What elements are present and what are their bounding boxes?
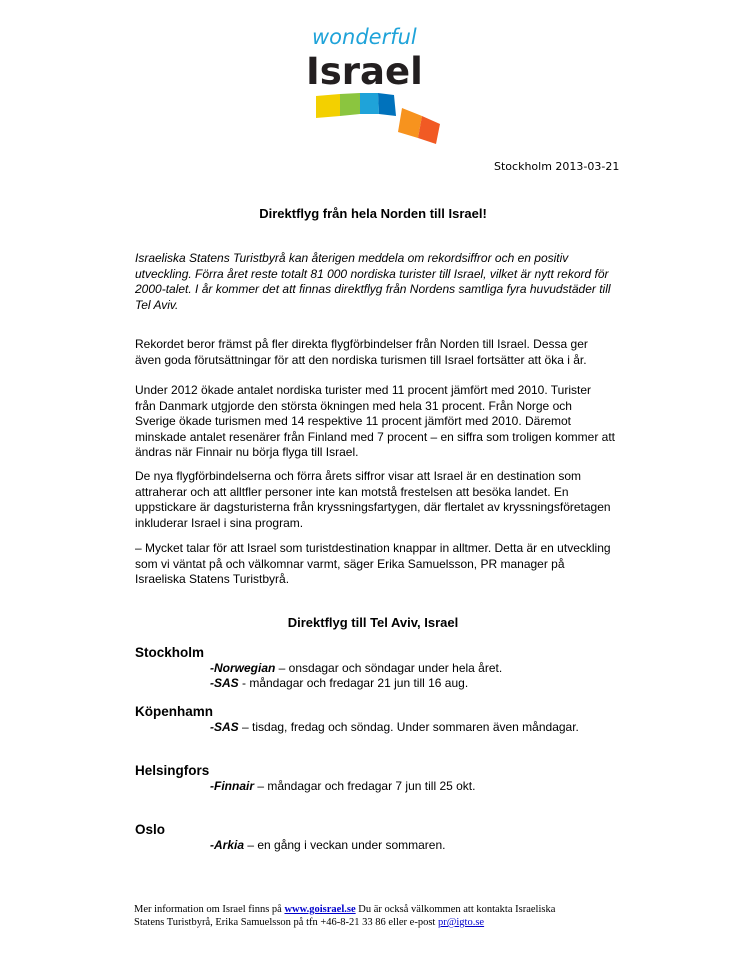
- body-paragraph-4: – Mycket talar för att Israel som turistdestination knappar in alltmer. Detta är en utveckling som vi väntat på och välkomnar varmt, säger Erika Samuelsson, PR manager på Israeliska Statens Turistbyrå.: [135, 541, 611, 586]
- logo-wonderful-text: wonderful: [312, 25, 417, 49]
- lead-paragraph: Israeliska Statens Turistbyrå kan återigen meddela om rekordsiffror och en positiv utveckling. Förra året reste totalt 81 000 nordiska turister till Israel, vilket är nytt rekord för 2000-talet. I år kommer det att finnas direktflyg från Nordens samtliga fyra huvudstäder till Tel Aviv.: [135, 251, 611, 312]
- route-stockholm-sas: [210, 676, 468, 690]
- airline-name: -Arkia: [210, 838, 245, 852]
- logo-color-blocks: [316, 93, 440, 144]
- route-schedule: - måndagar och fredagar 21 jun till 16 aug.: [238, 676, 469, 690]
- route-schedule: – tisdag, fredag och söndag. Under sommaren även måndagar.: [238, 720, 579, 734]
- footer-text: Statens Turistbyrå, Erika Samuelsson på tfn +46-8-21 33 86 eller e-post: [134, 917, 438, 928]
- logo-block-blue: [378, 93, 396, 116]
- logo-block-red: [418, 116, 440, 144]
- city-stockholm: Stockholm: [135, 645, 205, 660]
- logo-block-green: [340, 93, 360, 116]
- airline-name: -SAS: [210, 676, 239, 690]
- airline-name: -Norwegian: [210, 661, 276, 675]
- route-kopenhamn-sas: [210, 720, 579, 734]
- route-schedule: – onsdagar och söndagar under hela året.: [275, 661, 503, 675]
- website-link[interactable]: www.goisrael.se: [284, 904, 356, 915]
- body-paragraph-1: Rekordet beror främst på fler direkta flygförbindelser från Norden till Israel. Dessa ger även goda förutsättningar för att den nordiska turismen till Israel fortsätter att öka i år.: [135, 337, 588, 367]
- wonderful-israel-logo: [304, 20, 446, 148]
- email-link[interactable]: pr@igto.se: [437, 917, 485, 928]
- footer-line-2: [134, 916, 555, 929]
- city-kopenhamn: Köpenhamn: [135, 704, 214, 719]
- airline-name: -Finnair: [210, 779, 254, 793]
- footer-text: Du är också välkommen att kontakta Israeliska: [355, 904, 556, 915]
- body-paragraph-2: Under 2012 ökade antalet nordiska turister med 11 procent jämfört med 2010. Turister från Danmark utgjorde den största ökningen med hela 31 procent. Från Norge och Sverige ökade turismen med 14 respektive 11 procent jämfört med 2010. Däremot minskade antalet resenärer från Finland med 7 procent – en siffra som troligen kommer att ändras när Finnair nu börja flyga till Israel.: [135, 383, 616, 459]
- logo-israel-text: Israel: [306, 50, 423, 93]
- date-line: Stockholm 2013-03-21: [494, 160, 620, 173]
- route-helsingfors-finnair: [210, 779, 475, 793]
- footer-text: Mer information om Israel finns på: [134, 904, 285, 915]
- route-oslo-arkia: [210, 838, 445, 852]
- logo-block-orange: [398, 108, 422, 138]
- body-paragraph-3: De nya flygförbindelserna och förra årets siffror visar att Israel är en destination som attraherar och att alltfler personer inte kan motstå frestelsen att besöka landet. En uppstickare är dagsturisterna från kryssningsfartygen, där flertalet av kryssningsföretagen inkluderar Israel i sina program.: [135, 469, 611, 530]
- route-schedule: – en gång i veckan under sommaren.: [244, 838, 446, 852]
- section-subtitle: Direktflyg till Tel Aviv, Israel: [287, 615, 459, 630]
- route-stockholm-norwegian: [210, 661, 502, 675]
- footer-line-1: [134, 903, 555, 916]
- logo-block-lightblue: [360, 93, 379, 114]
- city-oslo: Oslo: [135, 822, 166, 837]
- route-schedule: – måndagar och fredagar 7 jun till 25 okt.: [254, 779, 476, 793]
- city-helsingfors: Helsingfors: [135, 763, 210, 778]
- page-title: Direktflyg från hela Norden till Israel!: [259, 206, 487, 221]
- logo-block-yellow: [316, 94, 340, 118]
- footer-contact: [134, 903, 555, 929]
- airline-name: -SAS: [210, 720, 239, 734]
